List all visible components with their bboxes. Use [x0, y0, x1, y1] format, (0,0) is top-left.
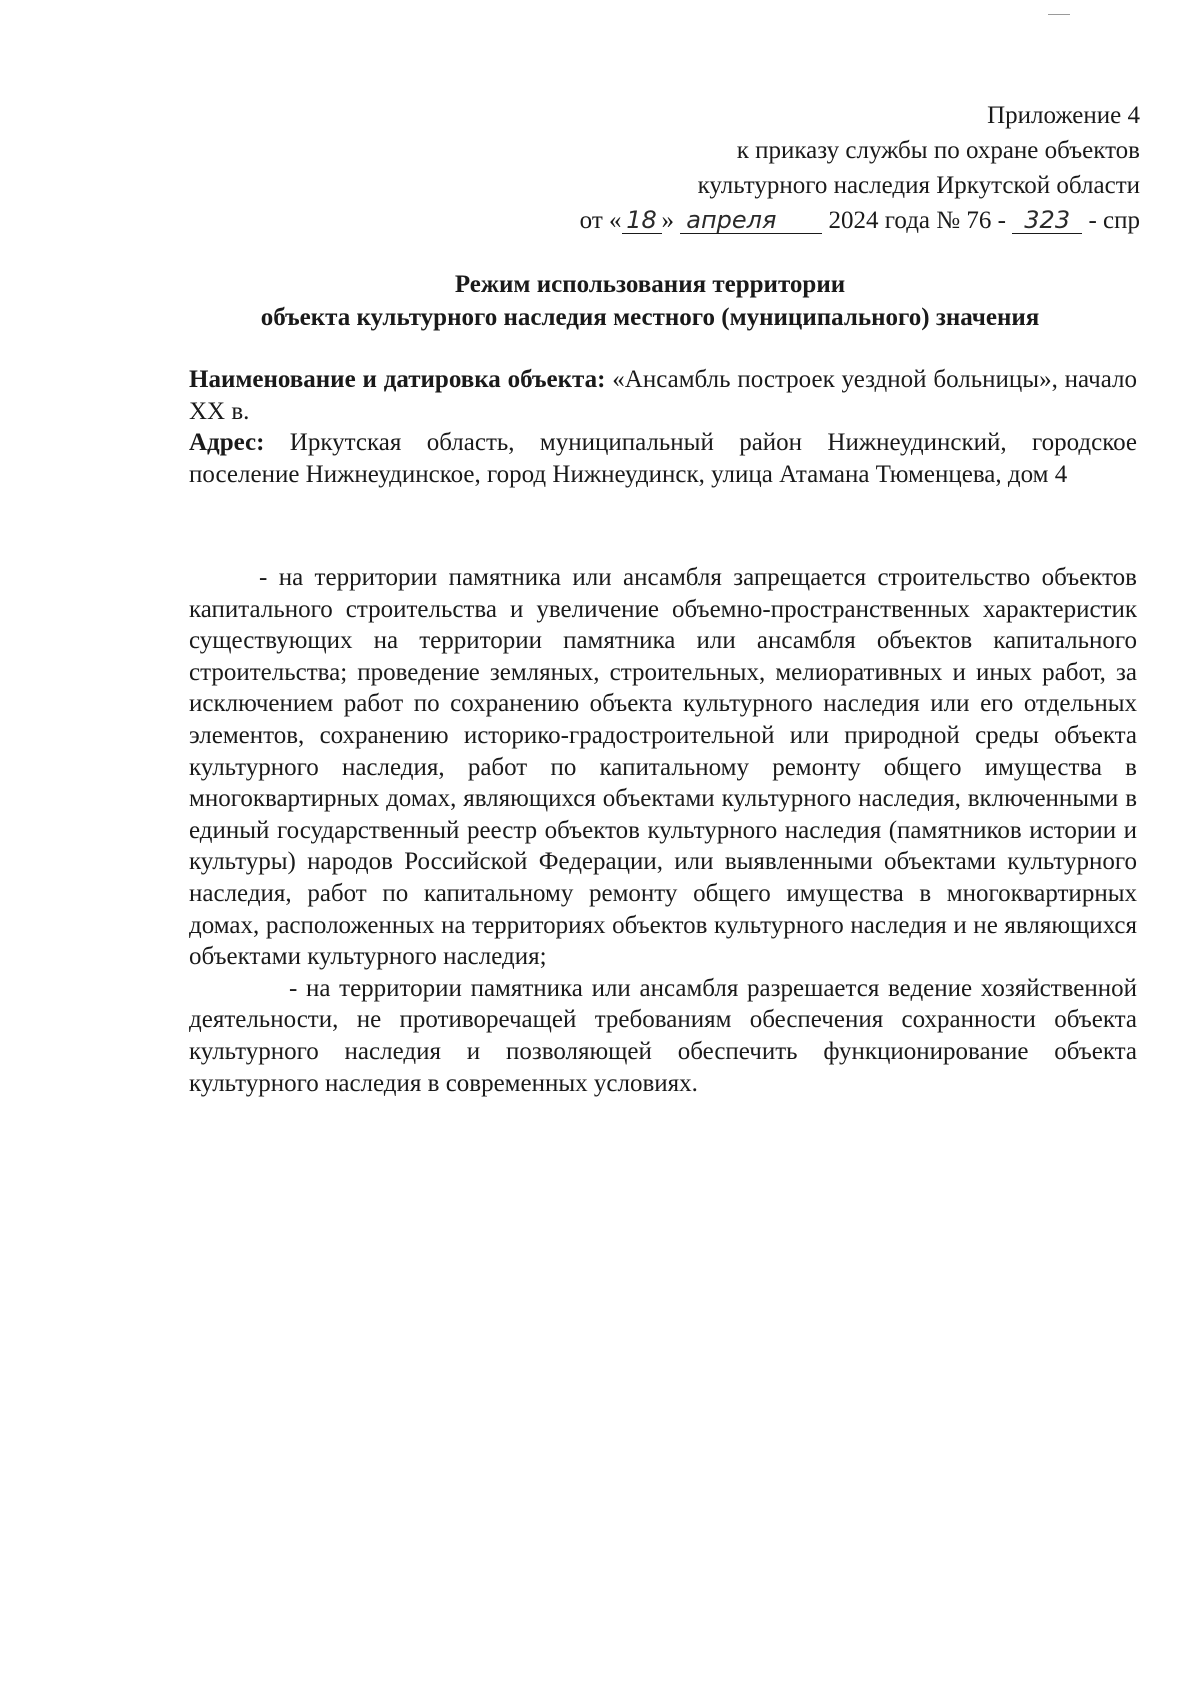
date-mid: » [661, 207, 675, 234]
authority-line: культурного наследия Иркутской области [697, 172, 1140, 199]
appendix-header [580, 98, 1140, 238]
appendix-number: Приложение 4 [987, 102, 1140, 129]
date-prefix: от « [579, 207, 622, 234]
object-name-paragraph [189, 364, 1137, 427]
title-line-2: объекта культурного наследия местного (муниципального) значения [260, 304, 1040, 331]
handwritten-day: 18 [622, 207, 662, 234]
order-reference-line: к приказу службы по охране объектов [736, 137, 1140, 164]
title-line-1: Режим использования территории [454, 271, 846, 298]
order-suffix: - спр [1088, 207, 1140, 234]
object-name-label: Наименование и датировка объекта: [189, 366, 606, 393]
year-and-number: 2024 года № 76 - [828, 207, 1006, 234]
address-label: Адрес: [189, 429, 265, 457]
address-value: Иркутская область, муниципальный район Нижнеудинский, городское поселение Нижнеудинское, город Нижнеудинск, улица Атамана Тюменцева, дом 4 [189, 429, 1137, 488]
usage-regime [189, 562, 1137, 1099]
object-address-paragraph [189, 427, 1137, 490]
prohibition-paragraph: - на территории памятника или ансамбля запрещается строительство объектов капитального строительства и увеличение объемно-пространственных характеристик существующих на территории памятника или ансамбля объектов капитального строительства; проведение земляных, строительных, мелиоративных и иных работ, за исключением работ по сохранению объекта культурного наследия или его отдельных элементов, сохранению историко-градостроительной или природной среды объекта культурного наследия, работ по капитальному ремонту общего имущества в многоквартирных домах, являющихся объектами культурного наследия, включенными в единый государственный реестр объектов культурного наследия (памятников истории и культуры) народов Российской Федерации, или выявленными объектами культурного наследия, работ по капитальному ремонту общего имущества в многоквартирных домах, расположенных на территориях объектов культурного наследия и не являющихся объектами культурного наследия; [189, 564, 1137, 971]
scan-artifact [1048, 14, 1070, 15]
order-date-line [580, 203, 1140, 238]
handwritten-order-number: 323 [1012, 207, 1082, 234]
object-name-value: «Ансамбль построек уездной больницы», начало XX в. [189, 366, 1137, 425]
object-info [189, 364, 1137, 490]
permission-paragraph: - на территории памятника или ансамбля разрешается ведение хозяйственной деятельности, не противоречащей требованиям обеспечения сохранности объекта культурного наследия и позволяющей обеспечить функционирование объекта культурного наследия в современных условиях. [189, 974, 1137, 1097]
handwritten-month: апреля [680, 207, 822, 234]
document-title [150, 268, 1150, 334]
